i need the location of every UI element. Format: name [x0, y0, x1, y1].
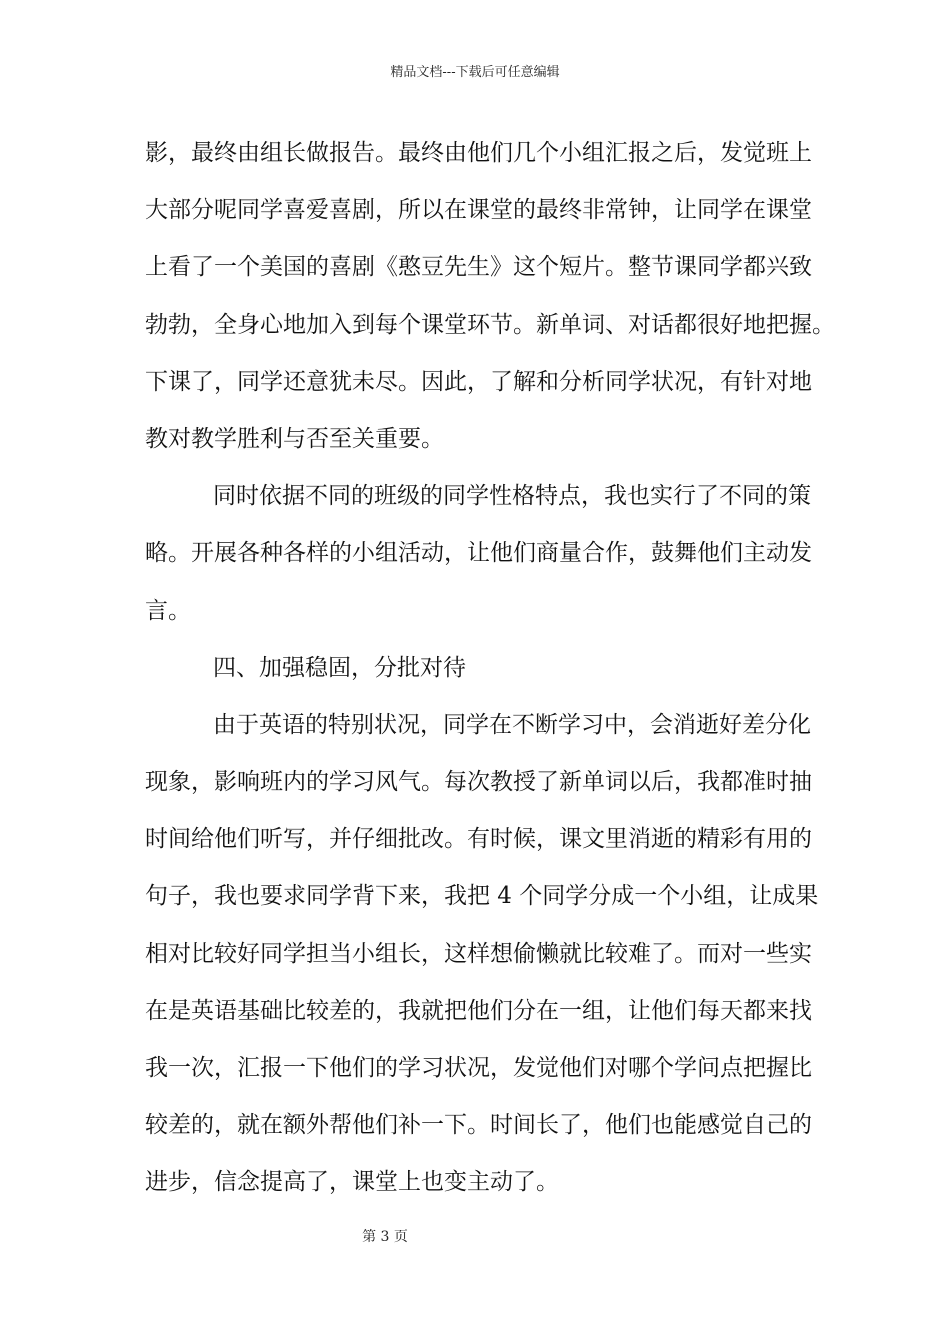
text-line: 教对教学胜利与否至关重要。 — [145, 425, 444, 452]
text-line: 大部分呢同学喜爱喜剧，所以在课堂的最终非常钟，让同学在课堂 — [145, 197, 812, 224]
page-number: 第 3 页 — [362, 1229, 408, 1245]
text-line: 略。开展各种各样的小组活动，让他们商量合作，鼓舞他们主动发 — [145, 540, 812, 567]
text-line: 句子，我也要求同学背下来，我把 4 个同学分成一个小组，让成果 — [145, 883, 819, 910]
text-line: 进步，信念提高了，课堂上也变主动了。 — [145, 1169, 559, 1196]
text-line: 下课了，同学还意犹未尽。因此，了解和分析同学状况，有针对地 — [145, 368, 812, 395]
text-line: 现象，影响班内的学习风气。每次教授了新单词以后，我都准时抽 — [145, 769, 812, 796]
text-line: 时间给他们听写，并仔细批改。有时候，课文里消逝的精彩有用的 — [145, 826, 812, 853]
text-line: 言。 — [145, 597, 191, 624]
text-line: 在是英语基础比较差的，我就把他们分在一组，让他们每天都来找 — [145, 997, 812, 1024]
text-line: 相对比较好同学担当小组长，这样想偷懒就比较难了。而对一些实 — [145, 940, 812, 967]
document-body — [145, 135, 835, 1222]
text-line: 影，最终由组长做报告。最终由他们几个小组汇报之后，发觉班上 — [145, 140, 812, 166]
section-heading: 四、加强稳固，分批对待 — [213, 654, 466, 681]
paragraph-first-line: 由于英语的特别状况，同学在不断学习中，会消逝好差分化 — [213, 711, 811, 738]
page-header: 精品文档---下载后可任意编辑 — [390, 65, 560, 80]
text-line: 勃勃，全身心地加入到每个课堂环节。新单词、对话都很好地把握。 — [145, 311, 835, 338]
text-line: 上看了一个美国的喜剧《憨豆先生》这个短片。整节课同学都兴致 — [145, 254, 812, 281]
text-line: 较差的，就在额外帮他们补一下。时间长了，他们也能感觉自己的 — [145, 1112, 812, 1139]
text-line: 我一次，汇报一下他们的学习状况，发觉他们对哪个学问点把握比 — [145, 1055, 812, 1081]
paragraph-first-line: 同时依据不同的班级的同学性格特点，我也实行了不同的策 — [213, 483, 811, 510]
